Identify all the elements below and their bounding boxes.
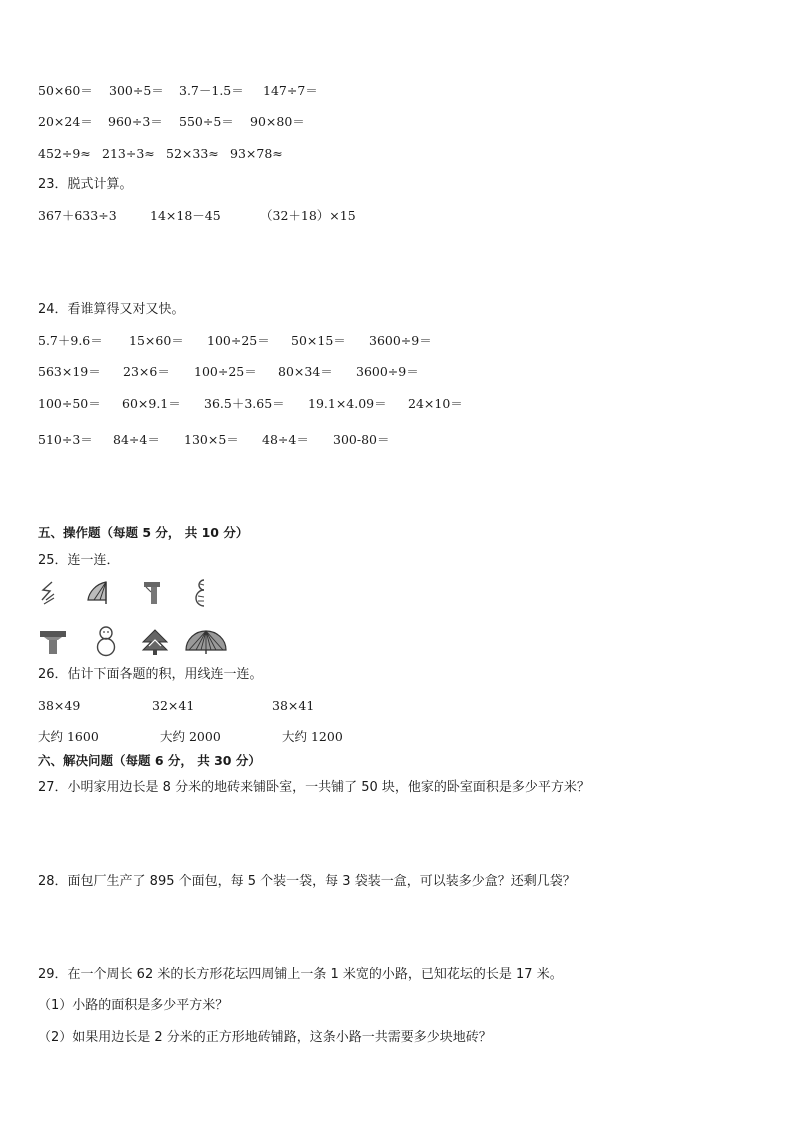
oral-row-3 bbox=[38, 146, 283, 162]
half-snowman-icon bbox=[194, 578, 212, 608]
oral-row-1 bbox=[38, 83, 318, 99]
expression: 20×24＝ bbox=[38, 114, 93, 129]
q26-expressions bbox=[38, 698, 314, 714]
expression: 550÷5＝ bbox=[179, 114, 234, 129]
q26-estimates bbox=[38, 729, 343, 745]
expression: 300÷5＝ bbox=[109, 83, 164, 98]
estimate: 大约 2000 bbox=[160, 729, 221, 744]
half-umbrella-icon bbox=[86, 580, 114, 606]
expression: 3.7－1.5＝ bbox=[179, 83, 244, 98]
tree-icon bbox=[140, 628, 170, 656]
stool-icon bbox=[38, 628, 68, 656]
expression: 36.5＋3.65＝ bbox=[204, 396, 285, 411]
half-stool-icon bbox=[142, 580, 164, 606]
expression: 38×49 bbox=[38, 698, 81, 713]
expression: 50×60＝ bbox=[38, 83, 93, 98]
oral-row-2 bbox=[38, 114, 305, 130]
q24-row-4 bbox=[38, 432, 390, 448]
expression: 52×33≈ bbox=[166, 146, 219, 161]
expression: 147÷7＝ bbox=[263, 83, 318, 98]
expression: 563×19＝ bbox=[38, 364, 101, 379]
expression: 15×60＝ bbox=[129, 333, 184, 348]
q23-items bbox=[38, 208, 356, 224]
expression: 300-80＝ bbox=[333, 432, 390, 447]
expression: 367＋633÷3 bbox=[38, 208, 117, 223]
expression: （32＋18）×15 bbox=[260, 208, 356, 223]
expression: 48÷4＝ bbox=[262, 432, 309, 447]
expression: 3600÷9＝ bbox=[356, 364, 419, 379]
expression: 24×10＝ bbox=[408, 396, 463, 411]
expression: 213÷3≈ bbox=[102, 146, 155, 161]
expression: 19.1×4.09＝ bbox=[308, 396, 387, 411]
expression: 960÷3＝ bbox=[108, 114, 163, 129]
expression: 3600÷9＝ bbox=[369, 333, 432, 348]
expression: 100÷25＝ bbox=[194, 364, 257, 379]
expression: 100÷25＝ bbox=[207, 333, 270, 348]
q29-sub1: （1）小路的面积是多少平方米？ bbox=[38, 998, 229, 1013]
snowman-icon bbox=[95, 625, 117, 657]
expression: 38×41 bbox=[272, 698, 315, 713]
q24-row-2 bbox=[38, 364, 419, 380]
q27-text: 27．小明家用边长是 8 分米的地砖来铺卧室，一共铺了 50 块，他家的卧室面积是多少平方米？ bbox=[38, 780, 590, 795]
estimate: 大约 1200 bbox=[282, 729, 343, 744]
q23-title: 23．脱式计算。 bbox=[38, 177, 133, 192]
q29-sub2: （2）如果用边长是 2 分米的正方形地砖铺路，这条小路一共需要多少块地砖？ bbox=[38, 1030, 492, 1045]
q24-row-3 bbox=[38, 396, 463, 412]
estimate: 大约 1600 bbox=[38, 729, 99, 744]
half-figure-icon bbox=[38, 580, 60, 606]
expression: 5.7＋9.6＝ bbox=[38, 333, 103, 348]
expression: 84÷4＝ bbox=[113, 432, 160, 447]
q24-title: 24．看谁算得又对又快。 bbox=[38, 302, 185, 317]
section-5-title: 五、操作题（每题 5 分， 共 10 分） bbox=[38, 525, 249, 540]
expression: 452÷9≈ bbox=[38, 146, 91, 161]
q28-text: 28．面包厂生产了 895 个面包，每 5 个装一袋，每 3 袋装一盒，可以装多少盒？还剩几袋？ bbox=[38, 874, 576, 889]
expression: 50×15＝ bbox=[291, 333, 346, 348]
q29-text: 29．在一个周长 62 米的长方形花坛四周铺上一条 1 米宽的小路，已知花坛的长是 17 米。 bbox=[38, 967, 563, 982]
expression: 90×80＝ bbox=[250, 114, 305, 129]
section-6-title: 六、解决问题（每题 6 分， 共 30 分） bbox=[38, 753, 261, 768]
q24-row-1 bbox=[38, 333, 432, 349]
expression: 100÷50＝ bbox=[38, 396, 101, 411]
expression: 32×41 bbox=[152, 698, 195, 713]
expression: 60×9.1＝ bbox=[122, 396, 181, 411]
expression: 14×18－45 bbox=[150, 208, 221, 223]
umbrella-icon bbox=[184, 628, 228, 656]
q26-title: 26．估计下面各题的积，用线连一连。 bbox=[38, 667, 263, 682]
expression: 80×34＝ bbox=[278, 364, 333, 379]
expression: 510÷3＝ bbox=[38, 432, 93, 447]
expression: 93×78≈ bbox=[230, 146, 283, 161]
q25-title: 25．连一连． bbox=[38, 553, 120, 568]
expression: 130×5＝ bbox=[184, 432, 239, 447]
expression: 23×6＝ bbox=[123, 364, 170, 379]
